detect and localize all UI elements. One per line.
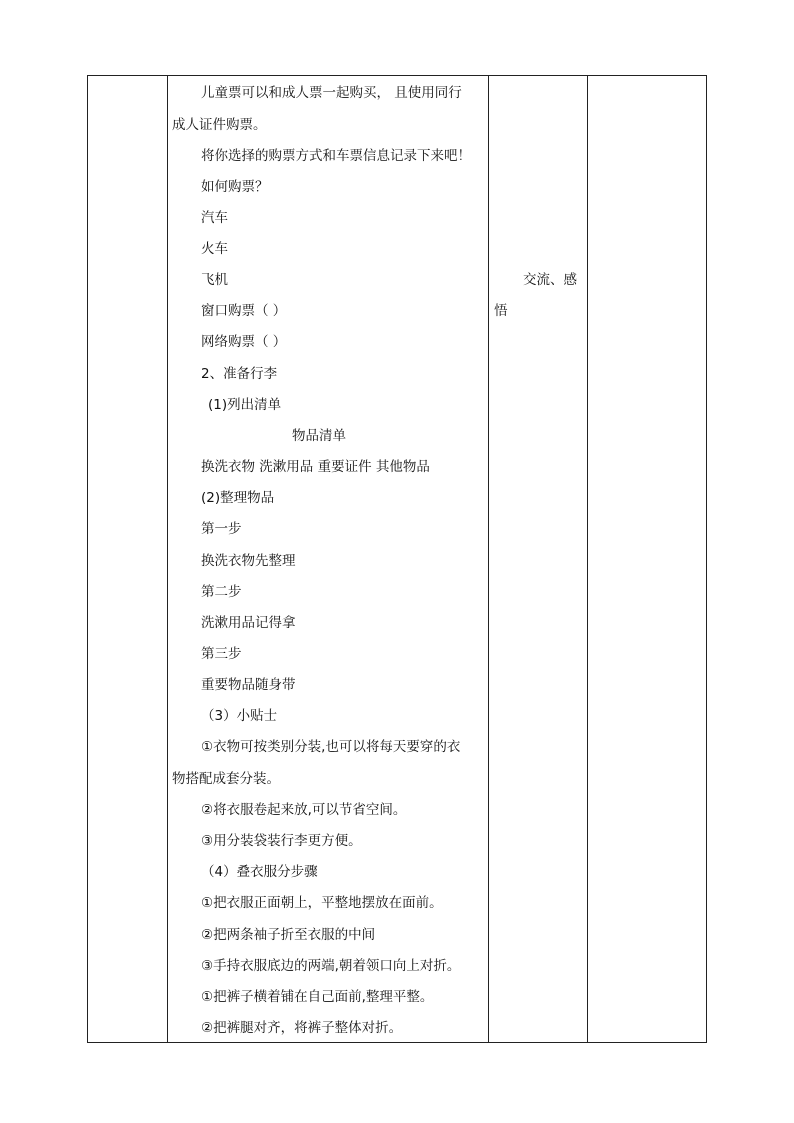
- table-border-col-3: [587, 75, 588, 1043]
- content-line: 换洗衣物 洗漱用品 重要证件 其他物品: [201, 459, 430, 475]
- content-line: 成人证件购票。: [172, 117, 267, 133]
- content-line: 将你选择的购票方式和车票信息记录下来吧！: [201, 148, 471, 164]
- content-line: 如何购票？: [201, 179, 269, 195]
- side-note-line: 悟: [494, 303, 508, 319]
- content-line: 第二步: [201, 584, 242, 600]
- table-border-col-4: [706, 75, 707, 1043]
- table-bottom-border: [87, 1042, 707, 1043]
- content-line: 窗口购票（ ）: [201, 303, 287, 319]
- side-note-line: 交流、感: [523, 272, 577, 288]
- content-line: ②把裤腿对齐，将裤子整体对折。: [201, 1020, 403, 1036]
- list-heading: 物品清单: [292, 428, 346, 444]
- content-line: ①衣物可按类别分装,也可以将每天要穿的衣: [201, 739, 461, 755]
- content-line: 汽车: [201, 210, 228, 226]
- content-line: （4）叠衣服分步骤: [201, 864, 318, 880]
- content-line: 第一步: [201, 521, 242, 537]
- content-line: ①把衣服正面朝上，平整地摆放在面前。: [201, 895, 443, 911]
- content-line: (1)列出清单: [208, 397, 282, 413]
- content-line: 2、准备行李: [201, 366, 278, 382]
- content-line: 飞机: [201, 272, 228, 288]
- content-line: ②把两条袖子折至衣服的中间: [201, 927, 376, 943]
- content-line: 网络购票（ ）: [201, 334, 287, 350]
- content-line: ②将衣服卷起来放,可以节省空间。: [201, 802, 407, 818]
- content-line: ③手持衣服底边的两端,朝着领口向上对折。: [201, 958, 461, 974]
- content-line: (2)整理物品: [201, 490, 275, 506]
- content-line: （3）小贴士: [201, 708, 278, 724]
- content-line: 儿童票可以和成人票一起购买， 且使用同行: [201, 85, 462, 101]
- content-line: 第三步: [201, 646, 242, 662]
- content-line: 物搭配成套分装。: [172, 771, 280, 787]
- content-line: 火车: [201, 241, 228, 257]
- table-border-col-0: [87, 75, 88, 1043]
- table-top-border: [87, 75, 707, 76]
- table-border-col-1: [167, 75, 168, 1043]
- content-line: 洗漱用品记得拿: [201, 615, 296, 631]
- content-line: 重要物品随身带: [201, 677, 296, 693]
- content-line: ③用分装袋装行李更方便。: [201, 833, 362, 849]
- table-border-col-2: [488, 75, 489, 1043]
- content-line: ①把裤子横着铺在自己面前,整理平整。: [201, 989, 434, 1005]
- content-line: 换洗衣物先整理: [201, 553, 296, 569]
